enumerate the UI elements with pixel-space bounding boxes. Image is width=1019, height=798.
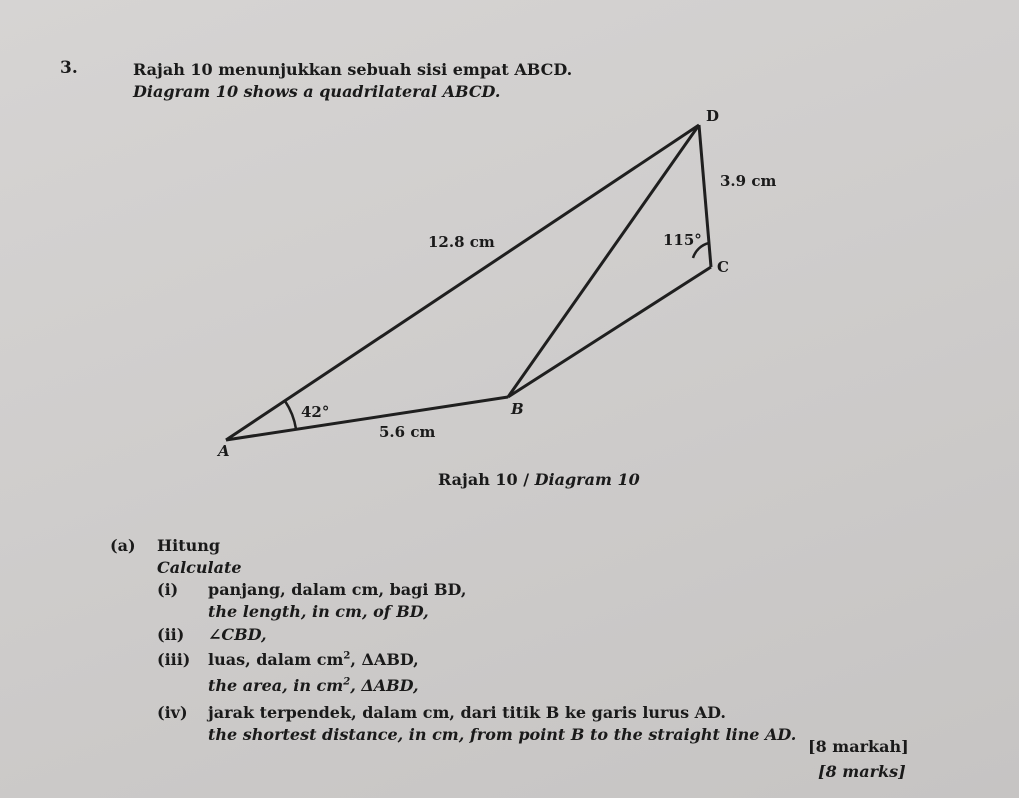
ad-length-label: 12.8 cm (428, 233, 495, 251)
ab-length-label: 5.6 cm (379, 423, 436, 441)
item-iii-english-suffix: , ΔABD, (350, 676, 419, 695)
item-i-malay: panjang, dalam cm, bagi BD, (208, 580, 467, 599)
item-iv-english: the shortest distance, in cm, from point B to the straight line AD. (208, 725, 797, 744)
vertex-d-label: D (706, 107, 720, 125)
item-iii-english-sup: 2 (343, 676, 351, 688)
angle-a-arc (285, 401, 296, 429)
item-iii-malay-prefix: luas, dalam cm (208, 650, 344, 669)
part-a-instruction-english: Calculate (157, 558, 242, 577)
question-text-malay: Rajah 10 menunjukkan sebuah sisi empat ABCD. (133, 60, 573, 79)
marks-english: [8 marks] (818, 762, 906, 781)
part-a-instruction-malay: Hitung (157, 536, 221, 555)
item-iv-number: (iv) (157, 703, 188, 722)
marks-malay: [8 markah] (808, 737, 909, 756)
side-bc (508, 267, 711, 397)
diagram-caption (438, 470, 640, 489)
item-iii-number: (iii) (157, 650, 191, 669)
caption-english: Diagram 10 (534, 470, 640, 489)
vertex-c-label: C (717, 258, 729, 276)
item-iii-malay-sup: 2 (343, 650, 351, 662)
item-iii-malay-suffix: , ΔABD, (350, 650, 419, 669)
cd-length-label: 3.9 cm (720, 172, 777, 190)
diagonal-bd (508, 125, 699, 397)
part-a-label: (a) (110, 536, 136, 555)
item-ii-text: ∠CBD, (208, 625, 267, 644)
vertex-b-label: B (511, 400, 524, 418)
item-i-number: (i) (157, 580, 179, 599)
item-iii-english-prefix: the area, in cm (208, 676, 344, 695)
angle-c-label: 115° (663, 231, 702, 249)
question-number: 3. (60, 58, 78, 78)
angle-a-label: 42° (301, 403, 330, 421)
item-i-english: the length, in cm, of BD, (208, 602, 429, 621)
item-iii-malay (208, 650, 419, 669)
side-ab (226, 397, 508, 440)
item-ii-number: (ii) (157, 625, 185, 644)
item-iv-malay: jarak terpendek, dalam cm, dari titik B ke garis lurus AD. (208, 703, 726, 722)
vertex-a-label: A (218, 442, 230, 460)
caption-malay: Rajah 10 / (438, 470, 535, 489)
question-text-english: Diagram 10 shows a quadrilateral ABCD. (133, 82, 501, 101)
item-iii-english (208, 676, 419, 695)
side-ad (226, 125, 699, 440)
